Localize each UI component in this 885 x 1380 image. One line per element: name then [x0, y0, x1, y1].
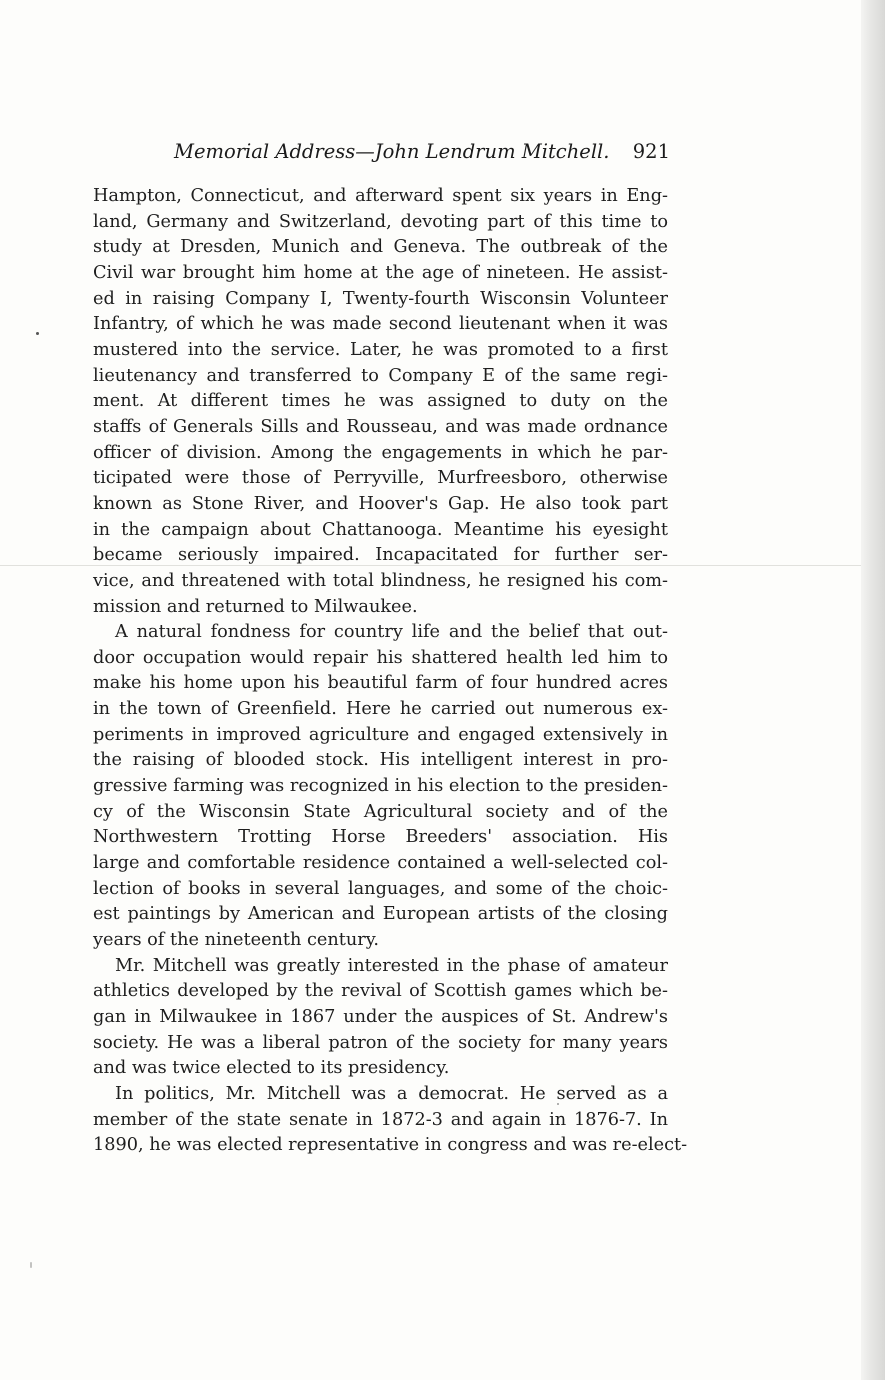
paragraph [93, 1082, 688, 1159]
paragraph [93, 620, 668, 954]
running-header [100, 140, 670, 168]
text-line: ed in raising Company I, Twenty-fourth Wisconsin Volunteer [93, 288, 668, 309]
text-line: mustered into the service. Later, he was promoted to a first [93, 339, 668, 360]
text-line: land, Germany and Switzerland, devoting part of this time to [93, 211, 668, 232]
text-line: athletics developed by the revival of Scottish games which be- [93, 981, 668, 1002]
text-line: periments in improved agriculture and engaged extensively in [93, 724, 668, 745]
paragraph [93, 954, 668, 1082]
text-line: in the town of Greenfield. Here he carried out numerous ex- [93, 699, 668, 720]
text-line: est paintings by American and European artists of the closing [93, 904, 668, 925]
text-line: study at Dresden, Munich and Geneva. The outbreak of the [93, 237, 668, 258]
text-line: Mr. Mitchell was greatly interested in the phase of amateur [115, 955, 668, 976]
text-line: society. He was a liberal patron of the society for many years [93, 1032, 668, 1053]
text-line: Civil war brought him home at the age of nineteen. He assist- [93, 262, 668, 283]
text-line: ticipated were those of Perryville, Murfreesboro, otherwise [93, 468, 668, 489]
text-line: Infantry, of which he was made second lieutenant when it was [93, 314, 668, 335]
text-line: gan in Milwaukee in 1867 under the auspices of St. Andrew's [93, 1007, 668, 1027]
text-line: vice, and threatened with total blindness, he resigned his com- [93, 570, 668, 591]
page-number: 921 [632, 140, 670, 163]
text-line: member of the state senate in 1872-3 and again in 1876-7. In [93, 1109, 668, 1130]
text-line: and was twice elected to its presidency. [93, 1058, 450, 1079]
running-title: Memorial Address—John Lendrum Mitchell. [174, 140, 610, 163]
paragraph [93, 184, 668, 620]
text-line: make his home upon his beautiful farm of four hundred acres [93, 673, 668, 694]
text-line: became seriously impaired. Incapacitated for further ser- [93, 545, 668, 566]
text-line: lection of books in several languages, and some of the choic- [93, 878, 668, 899]
text-line: 1890, he was elected representative in congress and was re-elect- [93, 1135, 688, 1156]
text-line: staffs of Generals Sills and Rousseau, and was made ordnance [93, 416, 668, 437]
text-line: large and comfortable residence contained a well-selected col- [93, 853, 668, 874]
text-line: A natural fondness for country life and the belief that out- [115, 622, 668, 643]
text-line: lieutenancy and transferred to Company E of the same regi- [93, 365, 668, 386]
text-line: Hampton, Connecticut, and afterward spent six years in Eng- [93, 186, 668, 206]
scan-speck [36, 332, 39, 335]
text-line: in the campaign about Chattanooga. Meantime his eyesight [93, 519, 668, 540]
scan-speck [30, 1262, 32, 1268]
text-line: door occupation would repair his shattered health led him to [93, 647, 668, 668]
text-line: gressive farming was recognized in his election to the presiden- [93, 776, 668, 797]
text-line: Northwestern Trotting Horse Breeders' association. His [93, 827, 668, 848]
text-line: ment. At different times he was assigned to duty on the [93, 391, 668, 412]
text-line: cy of the Wisconsin State Agricultural society and of the [93, 801, 668, 822]
text-line: mission and returned to Milwaukee. [93, 596, 418, 617]
article-body [93, 184, 688, 1159]
text-line: In politics, Mr. Mitchell was a democrat. He served as a [115, 1083, 668, 1104]
page-edge-shadow [861, 0, 885, 1380]
text-line: years of the nineteenth century. [93, 930, 380, 951]
text-line: officer of division. Among the engagements in which he par- [93, 442, 668, 463]
text-line: the raising of blooded stock. His intelligent interest in pro- [93, 750, 668, 771]
text-line: known as Stone River, and Hoover's Gap. He also took part [93, 493, 668, 514]
